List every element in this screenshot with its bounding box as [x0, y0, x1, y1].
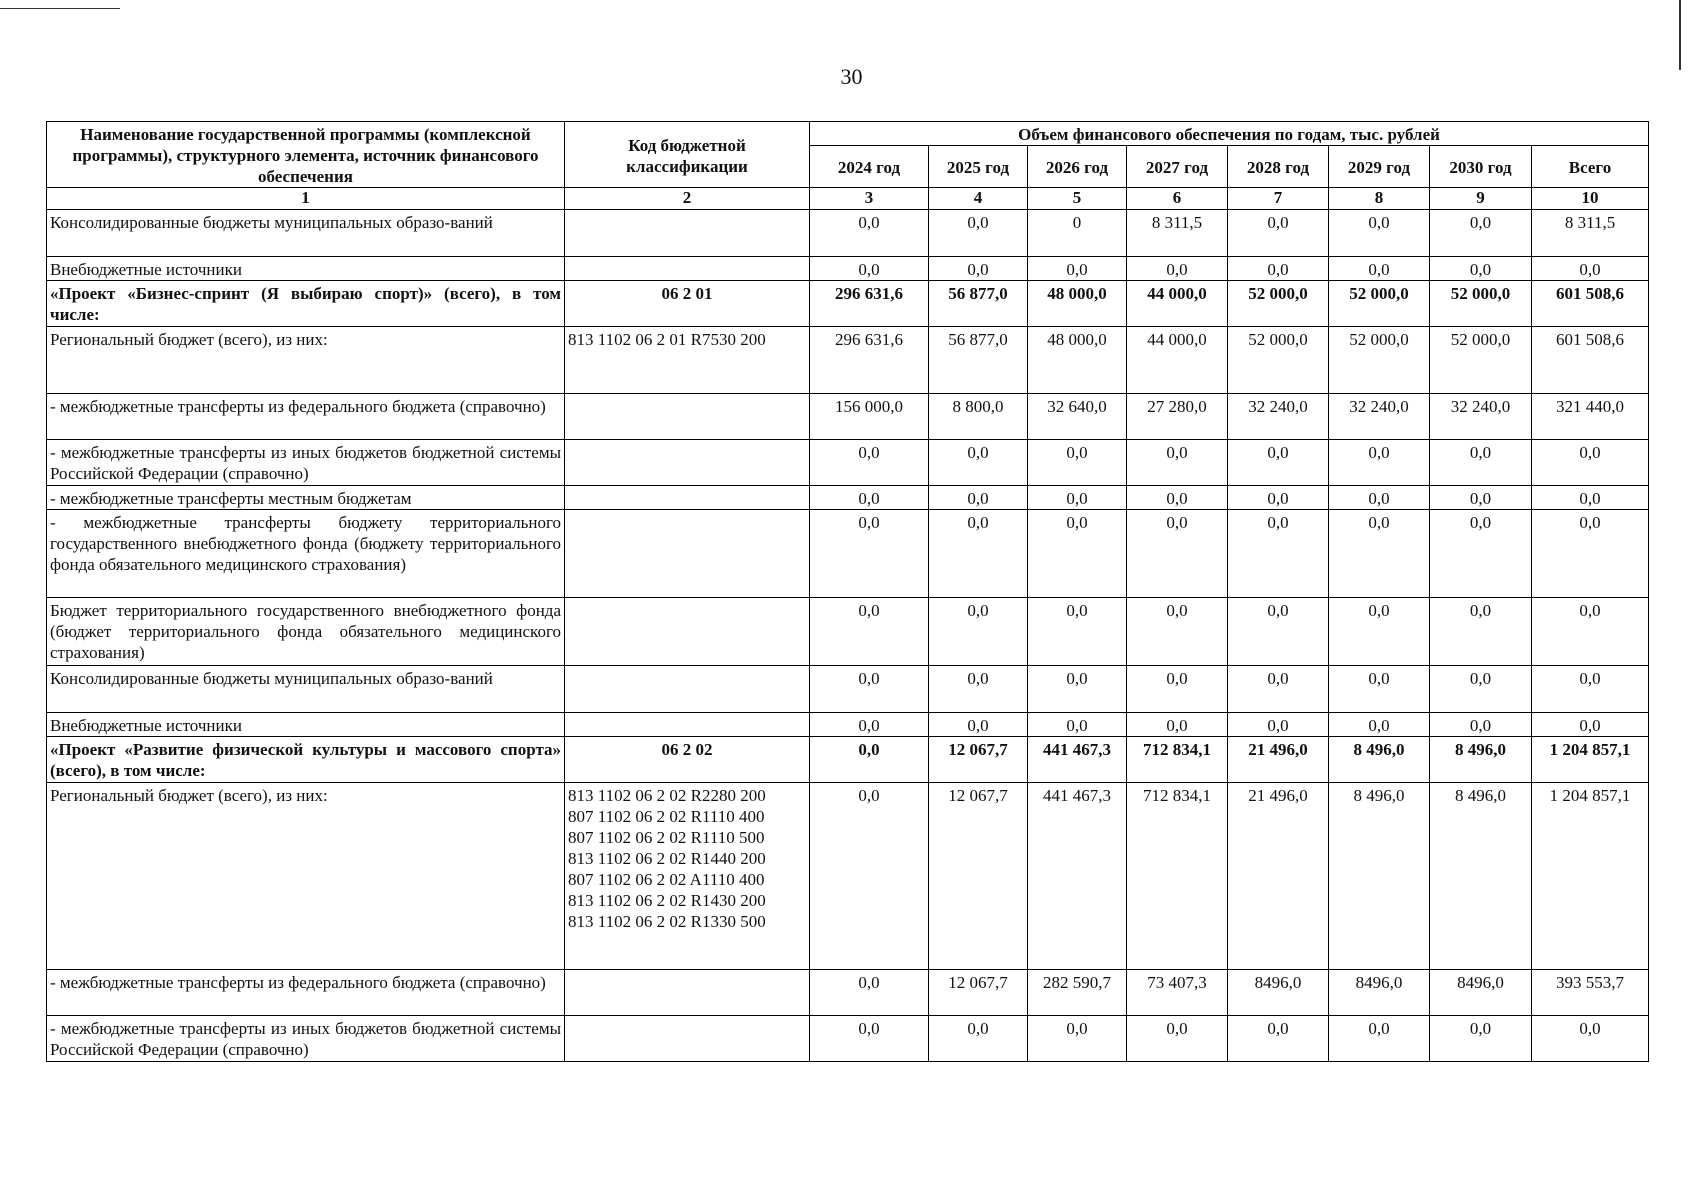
row-value: 0,0 — [810, 486, 929, 510]
row-value: 0,0 — [810, 713, 929, 737]
column-numbers-row — [47, 188, 1649, 210]
row-value: 0 — [1028, 210, 1127, 257]
row-value: 0,0 — [810, 210, 929, 257]
table-row — [47, 327, 1649, 394]
row-value: 48 000,0 — [1028, 327, 1127, 394]
header-code: Код бюджетной классификации — [565, 122, 810, 188]
row-value: 0,0 — [810, 257, 929, 281]
row-value: 52 000,0 — [1228, 281, 1329, 327]
row-value: 441 467,3 — [1028, 783, 1127, 970]
row-value: 32 240,0 — [1329, 394, 1430, 440]
row-value: 0,0 — [1228, 598, 1329, 666]
row-value: 8 496,0 — [1329, 783, 1430, 970]
row-value: 0,0 — [810, 783, 929, 970]
row-code — [565, 970, 810, 1016]
header-year: 2030 год — [1430, 146, 1532, 188]
corner-rule — [0, 8, 120, 9]
row-value: 0,0 — [1430, 1016, 1532, 1062]
row-value: 0,0 — [929, 257, 1028, 281]
row-value: 0,0 — [1430, 257, 1532, 281]
header-year: 2029 год — [1329, 146, 1430, 188]
table-row — [47, 510, 1649, 598]
row-value: 0,0 — [1028, 713, 1127, 737]
row-name: - межбюджетные трансферты из иных бюджетов бюджетной системы Российской Федерации (справочно) — [47, 1016, 565, 1062]
header-total: Всего — [1532, 146, 1649, 188]
row-value: 0,0 — [1329, 257, 1430, 281]
row-value: 0,0 — [1430, 713, 1532, 737]
header-year: 2027 год — [1127, 146, 1228, 188]
row-total: 601 508,6 — [1532, 327, 1649, 394]
row-value: 0,0 — [929, 713, 1028, 737]
row-total: 0,0 — [1532, 440, 1649, 486]
row-value: 0,0 — [1028, 666, 1127, 713]
table-row — [47, 394, 1649, 440]
table-row — [47, 713, 1649, 737]
header-name: Наименование государственной программы (комплексной программы), структурного элемента, источник финансового обеспечения — [47, 122, 565, 188]
row-name: - межбюджетные трансферты из иных бюджетов бюджетной системы Российской Федерации (справочно) — [47, 440, 565, 486]
row-value: 56 877,0 — [929, 327, 1028, 394]
row-value: 0,0 — [1228, 1016, 1329, 1062]
row-code — [565, 440, 810, 486]
row-value: 0,0 — [1228, 666, 1329, 713]
row-total: 601 508,6 — [1532, 281, 1649, 327]
row-value: 8496,0 — [1329, 970, 1430, 1016]
column-number: 10 — [1532, 188, 1649, 210]
row-value: 44 000,0 — [1127, 327, 1228, 394]
row-value: 0,0 — [810, 510, 929, 598]
row-value: 52 000,0 — [1329, 281, 1430, 327]
row-value: 8496,0 — [1228, 970, 1329, 1016]
budget-table — [46, 121, 1649, 1062]
column-number: 3 — [810, 188, 929, 210]
row-total: 0,0 — [1532, 598, 1649, 666]
row-value: 48 000,0 — [1028, 281, 1127, 327]
row-total: 1 204 857,1 — [1532, 737, 1649, 783]
column-number: 9 — [1430, 188, 1532, 210]
row-value: 0,0 — [1028, 257, 1127, 281]
row-name: Региональный бюджет (всего), из них: — [47, 783, 565, 970]
row-value: 0,0 — [1228, 510, 1329, 598]
row-value: 296 631,6 — [810, 327, 929, 394]
row-name: «Проект «Бизнес-спринт (Я выбираю спорт)» (всего), в том числе: — [47, 281, 565, 327]
column-number: 6 — [1127, 188, 1228, 210]
row-value: 52 000,0 — [1430, 281, 1532, 327]
row-value: 0,0 — [1127, 257, 1228, 281]
row-value: 0,0 — [810, 1016, 929, 1062]
table-row — [47, 440, 1649, 486]
row-value: 0,0 — [929, 210, 1028, 257]
row-value: 0,0 — [929, 1016, 1028, 1062]
column-number: 2 — [565, 188, 810, 210]
header-year: 2024 год — [810, 146, 929, 188]
table-row — [47, 666, 1649, 713]
row-value: 441 467,3 — [1028, 737, 1127, 783]
row-total: 393 553,7 — [1532, 970, 1649, 1016]
row-value: 156 000,0 — [810, 394, 929, 440]
row-value: 73 407,3 — [1127, 970, 1228, 1016]
header-volume: Объем финансового обеспечения по годам, тыс. рублей — [810, 122, 1649, 146]
row-name: - межбюджетные трансферты бюджету территориального государственного внебюджетного фонда (бюджету территориального фонда обязательного медицинского страхования) — [47, 510, 565, 598]
row-value: 0,0 — [1028, 510, 1127, 598]
column-number: 1 — [47, 188, 565, 210]
header-year: 2026 год — [1028, 146, 1127, 188]
row-value: 0,0 — [1127, 1016, 1228, 1062]
row-value: 32 640,0 — [1028, 394, 1127, 440]
row-code — [565, 598, 810, 666]
row-value: 12 067,7 — [929, 970, 1028, 1016]
header-year: 2025 год — [929, 146, 1028, 188]
column-number: 8 — [1329, 188, 1430, 210]
row-value: 8 496,0 — [1430, 737, 1532, 783]
row-value: 0,0 — [929, 598, 1028, 666]
column-number: 4 — [929, 188, 1028, 210]
row-code — [565, 210, 810, 257]
row-value: 8 311,5 — [1127, 210, 1228, 257]
row-value: 0,0 — [1329, 510, 1430, 598]
table-row — [47, 783, 1649, 970]
row-value: 8 496,0 — [1430, 783, 1532, 970]
row-total: 0,0 — [1532, 486, 1649, 510]
row-total: 321 440,0 — [1532, 394, 1649, 440]
row-value: 0,0 — [1127, 598, 1228, 666]
row-value: 0,0 — [929, 440, 1028, 486]
row-value: 0,0 — [1028, 440, 1127, 486]
row-value: 56 877,0 — [929, 281, 1028, 327]
row-value: 0,0 — [1228, 486, 1329, 510]
column-number: 7 — [1228, 188, 1329, 210]
row-total: 0,0 — [1532, 666, 1649, 713]
row-value: 27 280,0 — [1127, 394, 1228, 440]
row-code — [565, 666, 810, 713]
row-value: 0,0 — [1329, 210, 1430, 257]
row-code — [565, 257, 810, 281]
page-number: 30 — [840, 64, 863, 89]
table-row — [47, 737, 1649, 783]
row-name: Региональный бюджет (всего), из них: — [47, 327, 565, 394]
row-value: 0,0 — [810, 598, 929, 666]
row-value: 0,0 — [1329, 440, 1430, 486]
row-code — [565, 394, 810, 440]
row-value: 0,0 — [810, 737, 929, 783]
row-value: 296 631,6 — [810, 281, 929, 327]
row-value: 0,0 — [1228, 713, 1329, 737]
row-total: 0,0 — [1532, 510, 1649, 598]
header-year: 2028 год — [1228, 146, 1329, 188]
row-value: 0,0 — [810, 970, 929, 1016]
row-value: 712 834,1 — [1127, 737, 1228, 783]
row-name: Внебюджетные источники — [47, 713, 565, 737]
row-value: 712 834,1 — [1127, 783, 1228, 970]
row-value: 0,0 — [1430, 510, 1532, 598]
row-total: 0,0 — [1532, 257, 1649, 281]
row-value: 0,0 — [929, 666, 1028, 713]
row-name: Консолидированные бюджеты муниципальных образо-ваний — [47, 666, 565, 713]
table-row — [47, 598, 1649, 666]
row-name: Консолидированные бюджеты муниципальных образо-ваний — [47, 210, 565, 257]
row-value: 0,0 — [1127, 486, 1228, 510]
row-value: 0,0 — [1228, 257, 1329, 281]
row-value: 12 067,7 — [929, 737, 1028, 783]
table-body — [47, 210, 1649, 1062]
row-value: 44 000,0 — [1127, 281, 1228, 327]
row-value: 0,0 — [1228, 210, 1329, 257]
row-value: 0,0 — [1028, 486, 1127, 510]
row-value: 0,0 — [810, 440, 929, 486]
row-value: 0,0 — [1127, 713, 1228, 737]
column-number: 5 — [1028, 188, 1127, 210]
row-value: 52 000,0 — [1430, 327, 1532, 394]
row-name: - межбюджетные трансферты местным бюджетам — [47, 486, 565, 510]
row-code: 813 1102 06 2 01 R7530 200 — [565, 327, 810, 394]
row-name: Бюджет территориального государственного внебюджетного фонда (бюджет территориального фонда обязательного медицинского страхования) — [47, 598, 565, 666]
row-value: 8 496,0 — [1329, 737, 1430, 783]
row-total: 0,0 — [1532, 1016, 1649, 1062]
row-value: 0,0 — [1329, 1016, 1430, 1062]
row-value: 52 000,0 — [1228, 327, 1329, 394]
row-value: 0,0 — [1329, 486, 1430, 510]
row-total: 0,0 — [1532, 713, 1649, 737]
row-name: - межбюджетные трансферты из федерального бюджета (справочно) — [47, 970, 565, 1016]
row-value: 32 240,0 — [1228, 394, 1329, 440]
row-value: 0,0 — [1329, 713, 1430, 737]
row-value: 0,0 — [1127, 510, 1228, 598]
row-code — [565, 713, 810, 737]
row-value: 0,0 — [1430, 486, 1532, 510]
row-value: 0,0 — [1228, 440, 1329, 486]
row-code — [565, 510, 810, 598]
table-row — [47, 486, 1649, 510]
row-name: «Проект «Развитие физической культуры и массового спорта» (всего), в том числе: — [47, 737, 565, 783]
row-value: 0,0 — [1028, 598, 1127, 666]
table-row — [47, 970, 1649, 1016]
row-name: - межбюджетные трансферты из федерального бюджета (справочно) — [47, 394, 565, 440]
edge-rule — [1679, 0, 1681, 70]
row-value: 0,0 — [929, 486, 1028, 510]
table-row — [47, 1016, 1649, 1062]
row-value: 0,0 — [1127, 440, 1228, 486]
row-value: 0,0 — [1430, 440, 1532, 486]
row-value: 0,0 — [929, 510, 1028, 598]
row-value: 0,0 — [1430, 598, 1532, 666]
row-value: 8496,0 — [1430, 970, 1532, 1016]
row-value: 0,0 — [1430, 666, 1532, 713]
row-value: 0,0 — [1329, 598, 1430, 666]
row-value: 0,0 — [1329, 666, 1430, 713]
row-value: 282 590,7 — [1028, 970, 1127, 1016]
table-row — [47, 210, 1649, 257]
row-value: 0,0 — [1127, 666, 1228, 713]
row-total: 8 311,5 — [1532, 210, 1649, 257]
row-value: 52 000,0 — [1329, 327, 1430, 394]
row-code: 06 2 01 — [565, 281, 810, 327]
row-code — [565, 1016, 810, 1062]
table-row — [47, 257, 1649, 281]
row-value: 0,0 — [1028, 1016, 1127, 1062]
row-total: 1 204 857,1 — [1532, 783, 1649, 970]
row-value: 32 240,0 — [1430, 394, 1532, 440]
row-value: 0,0 — [1430, 210, 1532, 257]
row-value: 12 067,7 — [929, 783, 1028, 970]
row-code — [565, 486, 810, 510]
row-value: 8 800,0 — [929, 394, 1028, 440]
row-code: 06 2 02 — [565, 737, 810, 783]
row-value: 21 496,0 — [1228, 783, 1329, 970]
row-value: 0,0 — [810, 666, 929, 713]
row-code: 813 1102 06 2 02 R2280 200 807 1102 06 2 02 R1110 400 807 1102 06 2 02 R1110 500 813 1102 06 2 02 R1440 200 807 1102 06 2 02 A1110 400 813 1102 06 2 02 R1430 200 813 1102 06 2 02 R1330 500 — [565, 783, 810, 970]
table-row — [47, 281, 1649, 327]
row-value: 21 496,0 — [1228, 737, 1329, 783]
row-name: Внебюджетные источники — [47, 257, 565, 281]
